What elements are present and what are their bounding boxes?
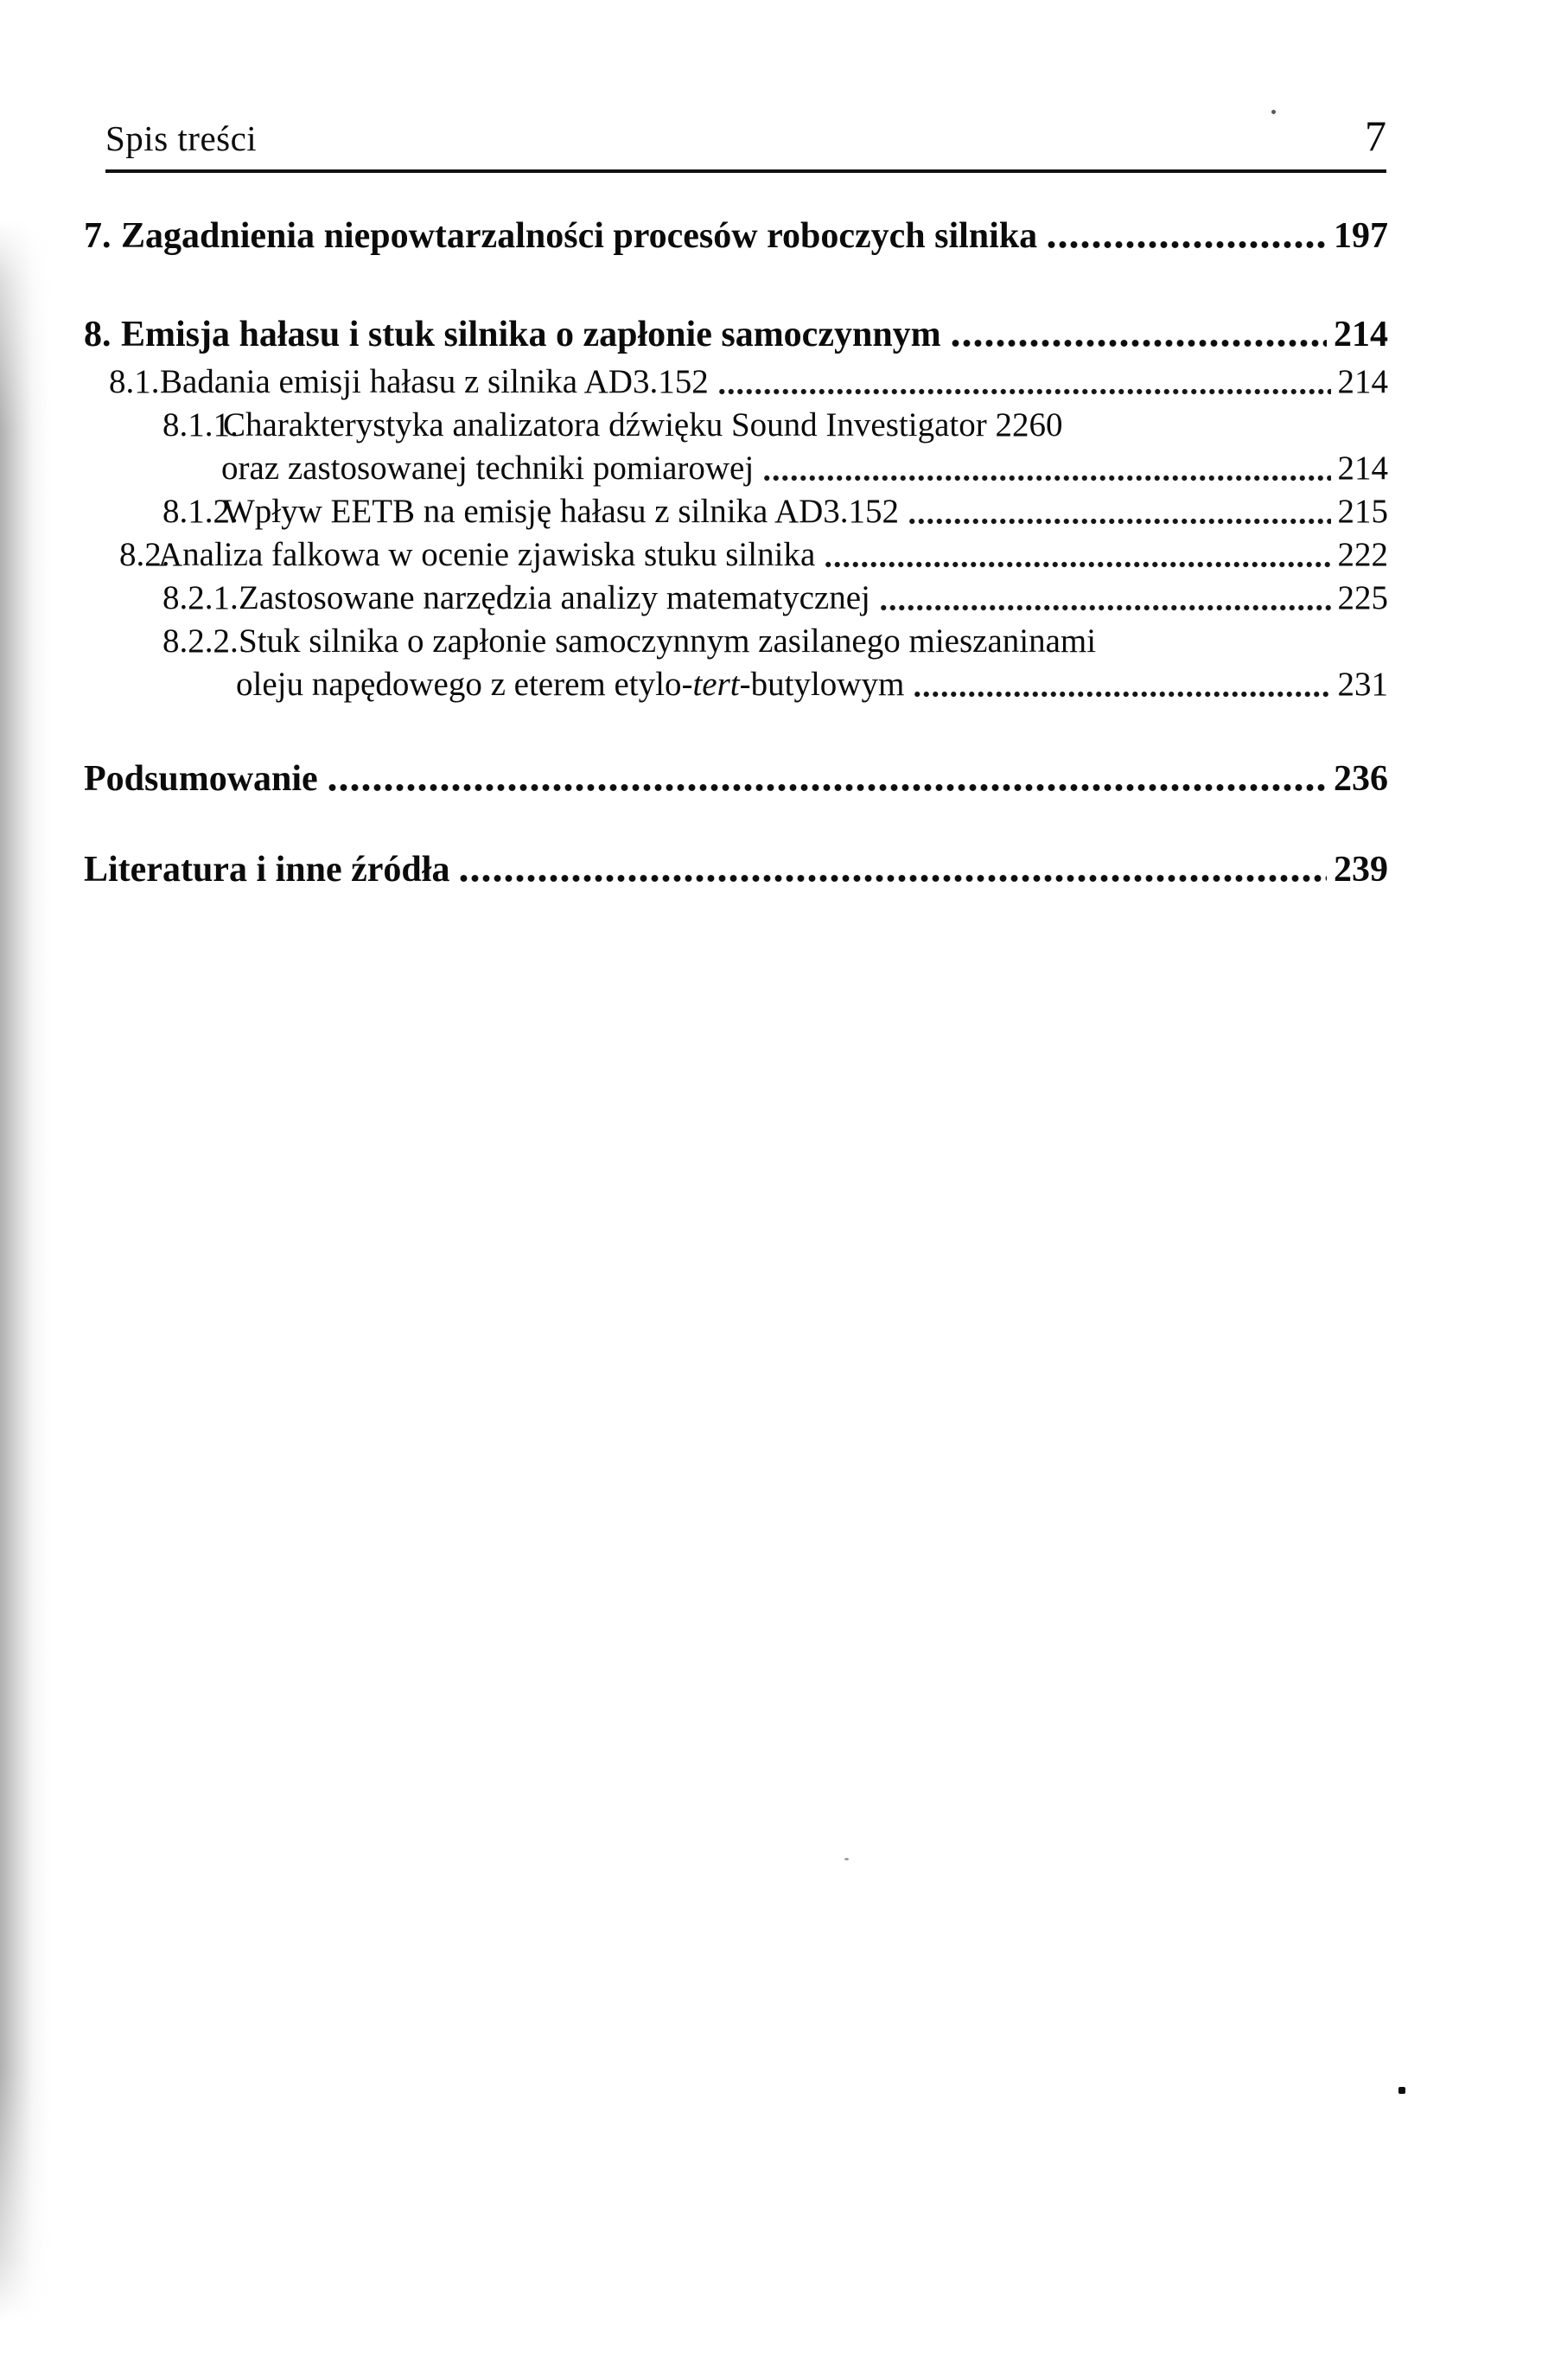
entry-page: 239 — [1334, 850, 1388, 890]
entry-number: 8. — [84, 315, 111, 354]
entry-number: 8.2. — [119, 536, 170, 573]
scan-speck — [1398, 2087, 1405, 2094]
entry-title: Literatura i inne źródła — [84, 850, 450, 890]
title-part: oleju napędowego z eterem etylo- — [236, 666, 693, 703]
toc-entry-8-2-1 — [0, 577, 1388, 620]
scan-speck — [1271, 110, 1276, 114]
dot-leader — [824, 533, 1330, 577]
entry-number: 8.2.1. — [162, 579, 239, 616]
entry-title: Podsumowanie — [84, 759, 318, 799]
dot-leader — [327, 755, 1327, 803]
header-rule — [105, 169, 1386, 173]
entry-page: 214 — [1337, 450, 1388, 487]
toc-entry-8-2-2-line1 — [0, 620, 1388, 663]
dot-leader — [950, 310, 1327, 359]
title-part-italic: tert — [692, 666, 740, 703]
toc-entry-8-1-1-line2 — [0, 447, 1388, 490]
entry-number: 8.1. — [109, 363, 160, 400]
entry-page: 214 — [1337, 363, 1388, 400]
toc-entry-podsumowanie — [0, 755, 1388, 803]
toc-entry-8-1-1-line1 — [0, 404, 1388, 447]
dot-leader — [1046, 212, 1327, 260]
entry-title: Wpływ EETB na emisję hałasu z silnika AD3.152 — [223, 493, 900, 530]
dot-leader — [762, 447, 1330, 490]
entry-title: Emisja hałasu i stuk silnika o zapłonie samoczynnym — [121, 315, 941, 354]
entry-number: 8.1.2. — [162, 493, 239, 530]
entry-title: Analiza falkowa w ocenie zjawiska stuku silnika — [158, 536, 816, 573]
dot-leader — [913, 663, 1330, 706]
entry-title: Zagadnienia niepowtarzalności procesów roboczych silnika — [121, 216, 1038, 256]
dot-leader — [879, 577, 1331, 620]
entry-title: Stuk silnika o zapłonie samoczynnym zasilanego mieszaninami — [239, 622, 1097, 660]
entry-page: 197 — [1334, 216, 1388, 256]
toc-entry-chapter-7 — [0, 212, 1388, 260]
dot-leader — [717, 361, 1331, 404]
toc-entry-8-1 — [0, 361, 1388, 404]
entry-page: 231 — [1337, 666, 1388, 703]
entry-title-continuation: oraz zastosowanej techniki pomiarowej — [221, 450, 755, 487]
entry-title: Charakterystyka analizatora dźwięku Sound Investigator 2260 — [223, 406, 1063, 443]
toc-entry-8-2 — [0, 533, 1388, 577]
entry-page: 215 — [1337, 493, 1388, 530]
page-title: Spis treści — [105, 118, 258, 158]
folio-page-number: 7 — [1365, 112, 1386, 160]
entry-title: Badania emisji hałasu z silnika AD3.152 — [160, 363, 709, 400]
entry-page: 236 — [1334, 759, 1388, 799]
toc-entry-literatura — [0, 845, 1388, 894]
toc-entry-chapter-8 — [0, 310, 1388, 359]
toc-entry-8-2-2-line2 — [0, 663, 1388, 706]
table-of-contents — [0, 207, 1388, 894]
entry-title: Zastosowane narzędzia analizy matematycznej — [239, 579, 870, 616]
entry-page: 214 — [1334, 315, 1388, 354]
scan-speck — [844, 1858, 849, 1860]
dot-leader — [458, 845, 1327, 894]
toc-entry-8-1-2 — [0, 490, 1388, 533]
running-head — [105, 111, 1386, 161]
entry-number: 8.1.1. — [162, 406, 239, 443]
entry-page: 222 — [1337, 536, 1388, 573]
title-part: -butylowym — [739, 666, 905, 703]
entry-page: 225 — [1337, 579, 1388, 616]
dot-leader — [908, 490, 1330, 533]
entry-title-continuation — [236, 663, 904, 706]
entry-number: 7. — [84, 216, 111, 256]
entry-number: 8.2.2. — [162, 622, 239, 660]
